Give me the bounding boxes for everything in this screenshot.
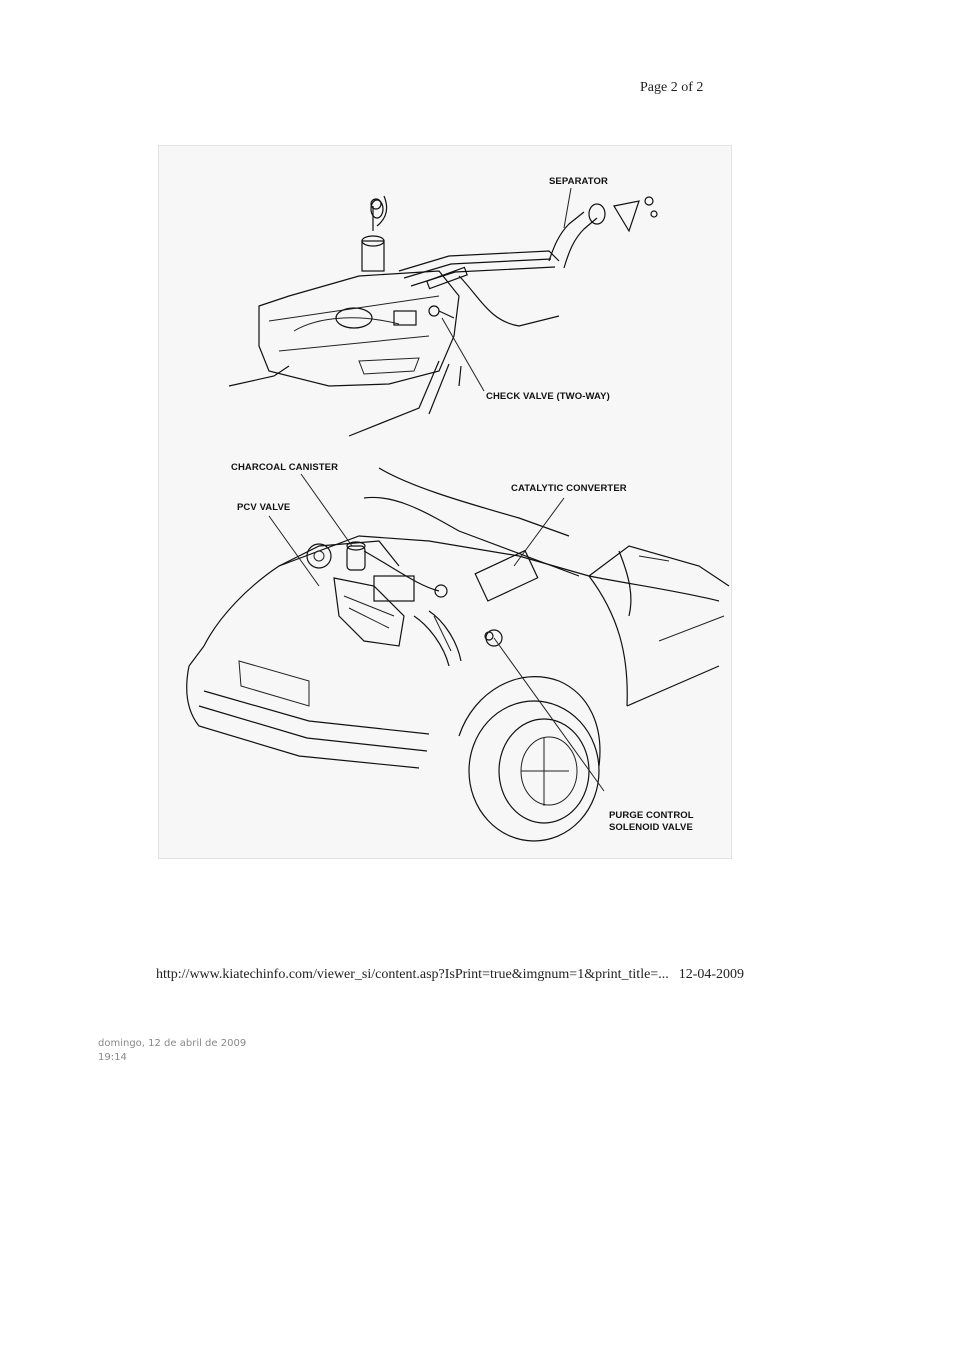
stamp-time: 19:14	[98, 1052, 127, 1063]
label-purge-control-line1: PURGE CONTROL	[609, 810, 694, 821]
label-catalytic-converter: CATALYTIC CONVERTER	[511, 483, 627, 494]
label-check-valve: CHECK VALVE (TWO-WAY)	[486, 391, 610, 402]
stamp-date: domingo, 12 de abril de 2009	[98, 1038, 247, 1049]
footer-source	[156, 967, 756, 983]
evap-system-diagram	[158, 145, 732, 859]
label-pcv-valve: PCV VALVE	[237, 502, 291, 513]
diagram-drawing	[159, 146, 733, 860]
source-url: http://www.kiatechinfo.com/viewer_si/content.asp?IsPrint=true&imgnum=1&print_title=...	[156, 967, 669, 982]
label-purge-control-line2: SOLENOID VALVE	[609, 822, 693, 833]
timestamp-stamp	[98, 1037, 318, 1065]
vehicle-illustration	[187, 468, 729, 841]
print-date: 12-04-2009	[678, 967, 745, 982]
page-number: Page 2 of 2	[640, 80, 704, 95]
label-separator: SEPARATOR	[549, 176, 608, 187]
label-charcoal-canister: CHARCOAL CANISTER	[231, 462, 339, 473]
